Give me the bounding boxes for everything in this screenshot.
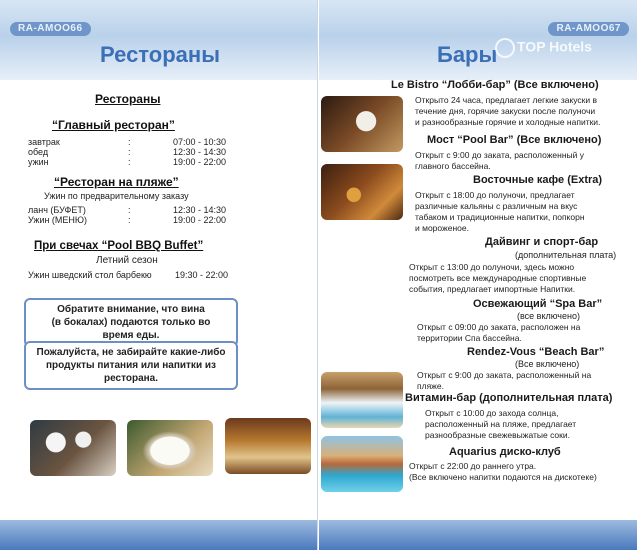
bar-description-line: различные кальяны с различным на вкус (415, 201, 578, 211)
bar-description-line: посмотреть все международные спортивные (409, 273, 587, 283)
bar-price-note: (дополнительная плата) (515, 250, 617, 260)
bar-description-line: и разнообразные горячие и холодные напитки. (415, 117, 601, 127)
page-code-tag: RA-AMOO66 (10, 22, 91, 36)
meal-time: 12:30 - 14:30 (173, 205, 227, 215)
meal-time: 19:00 - 22:00 (173, 215, 227, 225)
note-line: Пожалуйста, не забирайте какие-либо (36, 347, 226, 358)
bar-title: Мост “Pool Bar” (Все включено) (427, 134, 602, 146)
bar-description-line: Открыт с 09:00 до заката, расположен на (417, 322, 581, 332)
bar-title: Дайвинг и спорт-бар (485, 236, 599, 248)
bar-description-line: главного бассейна. (415, 161, 491, 171)
beach-bar-photo (321, 372, 403, 428)
meal-name: ланч (БУФЕТ) (28, 205, 86, 215)
meal-name: Ужин (МЕНЮ) (28, 215, 88, 225)
bar-description-line: Открыто 24 часа, предлагает легкие закуски в (415, 95, 598, 105)
right-page (319, 0, 637, 550)
bar-description-line: пляже. (417, 381, 444, 391)
bar-description-line: Открыт с 9:00 до заката, расположенный на (417, 370, 592, 380)
note-line: время еды. (102, 330, 160, 341)
left-page (0, 0, 318, 550)
bottom-band (319, 520, 637, 550)
chefs-photo (30, 420, 116, 476)
bar-description (425, 408, 635, 441)
bar-description-line: Открыт с 9:00 до заката, расположенный у (415, 150, 585, 160)
top-band (0, 0, 317, 80)
note-line: ресторана. (103, 373, 159, 384)
plated-dish-photo (127, 420, 213, 476)
meal-name: ужин (28, 157, 49, 167)
bar-description (417, 322, 627, 344)
watermark-logo-icon (495, 38, 515, 58)
meal-time: 19:00 - 22:00 (173, 157, 227, 167)
note-line: (в бокалах) подаются только во (51, 317, 211, 328)
wine-note (24, 298, 238, 347)
watermark (495, 38, 592, 58)
bar-description-line: Открыт с 10:00 до захода солнца, (425, 408, 559, 418)
bar-description-line: расположенный на пляже, предлагает (425, 419, 577, 429)
meal-name: обед (28, 147, 49, 157)
watermark-text: TOP Hotels (517, 38, 592, 55)
bar-title: Aquarius диско-клуб (449, 446, 561, 458)
beach-restaurant-title: “Ресторан на пляже” (54, 175, 179, 189)
bar-description-line: течение дня, горячие закуски после полуночи (415, 106, 596, 116)
page-title: Бары (437, 42, 498, 67)
bar-price-note: (все включено) (517, 311, 580, 321)
oriental-cafe-photo (321, 164, 403, 220)
bar-title: Восточные кафе (Extra) (473, 174, 603, 186)
meal-name: Ужин шведский стол барбекю (28, 270, 152, 280)
bar-description (409, 262, 619, 295)
dining-hall-photo (225, 418, 311, 474)
bar-description-line: Открыт с 13:00 до полуночи, здесь можно (409, 262, 575, 272)
takeaway-note (24, 341, 238, 390)
bar-description (415, 150, 625, 172)
bar-description-line: Открыт с 18:00 до полуночи, предлагает (415, 190, 575, 200)
meal-separator: : (128, 215, 131, 225)
bbq-season: Летний сезон (96, 255, 158, 266)
bar-title: Rendez-Vous “Beach Bar” (467, 346, 605, 358)
bar-description-line: события, предлагает импортные Напитки. (409, 284, 576, 294)
note-line: Обратите внимание, что вина (57, 304, 205, 315)
bottom-band (0, 520, 317, 550)
bar-description (417, 370, 627, 392)
bar-price-note: (Все включено) (515, 359, 580, 369)
bar-description-line: табаком и традиционные напитки, попкорн (415, 212, 585, 222)
bar-title: Витамин-бар (дополнительная плата) (405, 392, 613, 404)
bar-title: Le Bistro “Лобби-бар” (Все включено) (391, 79, 599, 91)
meal-row (28, 157, 258, 168)
meal-row (28, 270, 258, 281)
meal-name: завтрак (28, 137, 60, 147)
meal-separator: : (128, 137, 131, 147)
bar-description (415, 95, 625, 128)
disco-club-photo (321, 436, 403, 492)
meal-separator: : (128, 147, 131, 157)
main-restaurant-title: “Главный ресторан” (52, 118, 175, 132)
page-title: Рестораны (100, 42, 220, 67)
meal-time: 07:00 - 10:30 (173, 137, 227, 147)
bar-description-line: разнообразные свежевыжатые соки. (425, 430, 570, 440)
section-title: Рестораны (95, 92, 161, 106)
bbq-title: При свечах “Pool BBQ Buffet” (34, 240, 204, 252)
meal-separator: : (128, 205, 131, 215)
bar-description-line: территории Спа бассейна. (417, 333, 522, 343)
note-line: продукты питания или напитки из (46, 360, 216, 371)
bar-description (415, 190, 625, 234)
bar-title: Освежающий “Spa Bar” (473, 298, 603, 310)
beach-restaurant-subtitle: Ужин по предварительному заказу (44, 191, 189, 201)
meal-time: 12:30 - 14:30 (173, 147, 227, 157)
bar-description-line: и мороженое. (415, 223, 469, 233)
meal-row (28, 215, 258, 226)
lobby-bar-photo (321, 96, 403, 152)
meal-time: 19:30 - 22:00 (175, 270, 229, 280)
meal-separator: : (128, 157, 131, 167)
page-code-tag: RA-AMOO67 (548, 22, 629, 36)
bar-description (409, 461, 619, 483)
bar-description-line: Открыт с 22:00 до раннего утра. (409, 461, 537, 471)
bar-description-line: (Все включено напитки подаются на дискотеке) (409, 472, 597, 482)
